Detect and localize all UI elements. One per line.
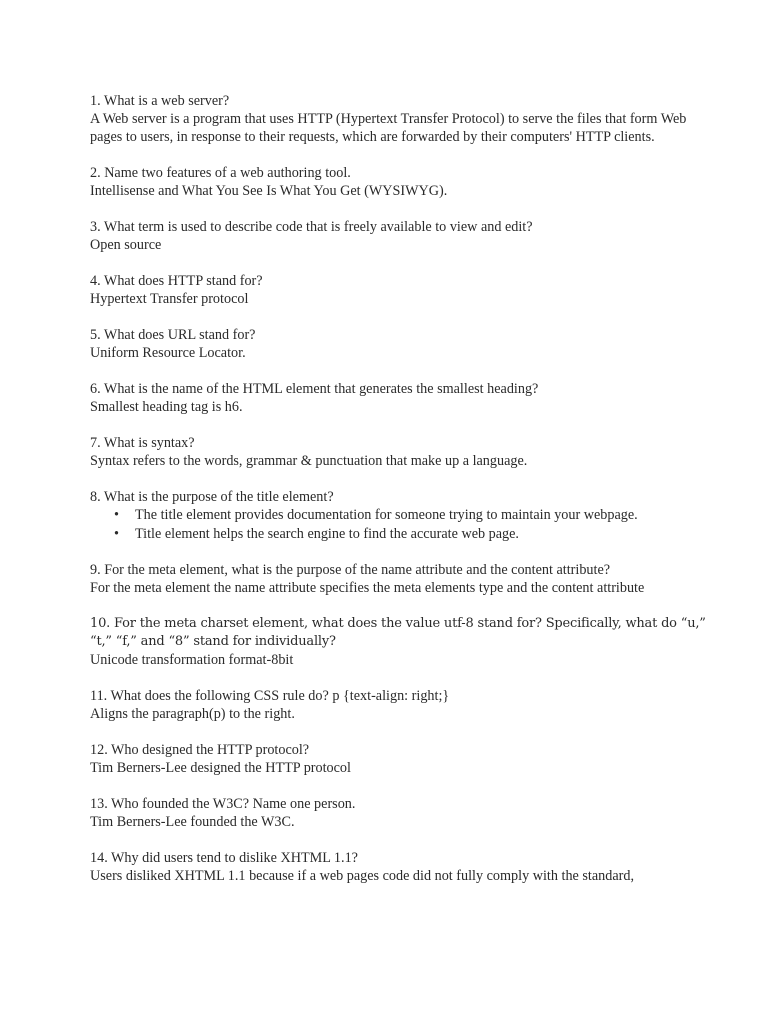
qa-item-1 <box>90 92 708 146</box>
bullet-list <box>90 506 708 543</box>
question-text: 5. What does URL stand for? <box>90 327 256 343</box>
bullet-text: The title element provides documentation for someone trying to maintain your webpage. <box>135 507 638 523</box>
question-text: 2. Name two features of a web authoring tool. <box>90 165 351 181</box>
qa-item-2 <box>90 164 708 200</box>
question-text: 8. What is the purpose of the title element? <box>90 489 334 505</box>
list-item <box>114 506 708 524</box>
bullet-icon: • <box>114 507 119 523</box>
qa-item-4 <box>90 272 708 308</box>
question-text: 9. For the meta element, what is the purpose of the name attribute and the content attribute? <box>90 562 611 578</box>
qa-item-5 <box>90 326 708 362</box>
qa-item-10 <box>90 615 708 669</box>
qa-item-6 <box>90 380 708 416</box>
answer-text: Unicode transformation format-8bit <box>90 652 294 668</box>
qa-item-11 <box>90 687 708 723</box>
qa-item-9 <box>90 561 708 597</box>
question-text: 4. What does HTTP stand for? <box>90 273 263 289</box>
bullet-text: Title element helps the search engine to find the accurate web page. <box>135 526 519 542</box>
answer-text: Smallest heading tag is h6. <box>90 399 243 415</box>
answer-text: For the meta element the name attribute specifies the meta elements type and the content attribute <box>90 580 645 596</box>
question-text: 6. What is the name of the HTML element that generates the smallest heading? <box>90 381 539 397</box>
answer-text: Open source <box>90 237 162 253</box>
qa-item-12 <box>90 741 708 777</box>
question-text: 11. What does the following CSS rule do? p {text-align: right;} <box>90 688 450 704</box>
answer-text: A Web server is a program that uses HTTP (Hypertext Transfer Protocol) to serve the files that form Web pages to users, in response to their requests, which are forwarded by their computers' HTTP clients. <box>90 111 687 145</box>
answer-text: Aligns the paragraph(p) to the right. <box>90 706 295 722</box>
question-text: 13. Who founded the W3C? Name one person. <box>90 796 356 812</box>
answer-text: Syntax refers to the words, grammar & punctuation that make up a language. <box>90 453 528 469</box>
qa-item-3 <box>90 218 708 254</box>
question-text: 12. Who designed the HTTP protocol? <box>90 742 310 758</box>
qa-item-13 <box>90 795 708 831</box>
answer-text: Hypertext Transfer protocol <box>90 291 249 307</box>
answer-text: Users disliked XHTML 1.1 because if a web pages code did not fully comply with the standard, <box>90 868 634 884</box>
answer-text: Tim Berners-Lee designed the HTTP protocol <box>90 760 351 776</box>
answer-text: Uniform Resource Locator. <box>90 345 246 361</box>
question-text: 3. What term is used to describe code that is freely available to view and edit? <box>90 219 533 235</box>
question-text: 14. Why did users tend to dislike XHTML 1.1? <box>90 850 358 866</box>
bullet-icon: • <box>114 526 119 542</box>
qa-item-14 <box>90 849 708 885</box>
list-item <box>114 525 708 543</box>
question-text: 7. What is syntax? <box>90 435 195 451</box>
answer-text: Intellisense and What You See Is What You Get (WYSIWYG). <box>90 183 448 199</box>
question-text: 10. For the meta charset element, what does the value utf-8 stand for? Specifically, what do “u,” “t,” “f,” and “8” stand for individually? <box>90 616 706 649</box>
question-text: 1. What is a web server? <box>90 93 230 109</box>
qa-item-8 <box>90 488 708 543</box>
answer-text: Tim Berners-Lee founded the W3C. <box>90 814 295 830</box>
qa-item-7 <box>90 434 708 470</box>
